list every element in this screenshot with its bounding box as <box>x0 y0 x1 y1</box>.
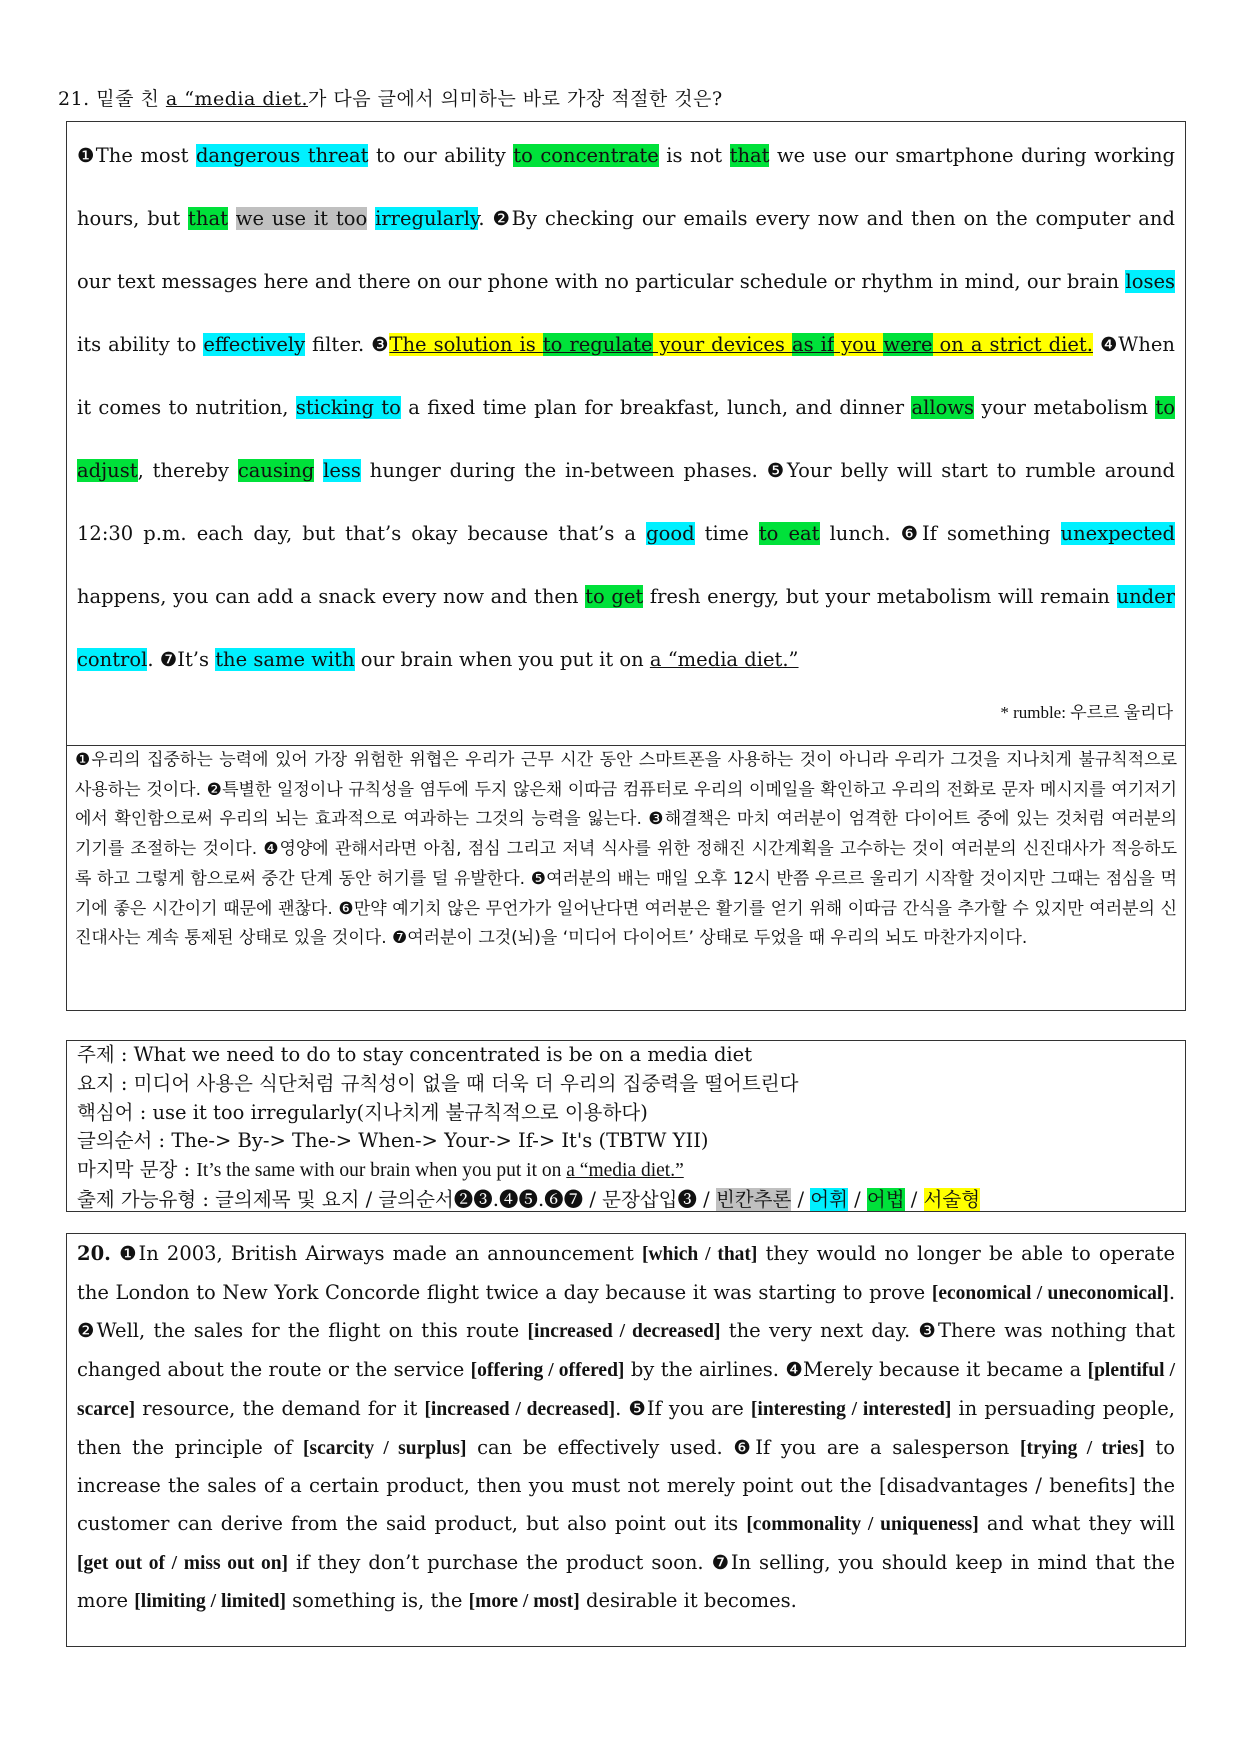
passage-segment: a fixed time plan for breakfast, lunch, and dinner <box>400 396 912 419</box>
q20-choice: [increased / decreased] <box>424 1398 616 1420</box>
q20-choice: [limiting / limited] <box>134 1591 286 1613</box>
q20-segment: resource, the demand for it <box>135 1396 425 1420</box>
summary-question-types <box>77 1186 1175 1215</box>
q20-segment: in persuading people, then the principle of <box>77 1396 1175 1459</box>
passage-segment <box>367 207 375 230</box>
passage-segment: ❻If something <box>900 522 1061 545</box>
highlight-grammar: to regulate <box>542 333 653 356</box>
type-blank-badge: 빈칸추론 <box>715 1187 792 1211</box>
passage-segment: your metabolism <box>974 396 1156 419</box>
q20-choice: [plentiful / scarce] <box>77 1360 1175 1420</box>
q20-choice: [economical / uneconomical] <box>931 1282 1169 1304</box>
highlight-vocab: irregularly <box>375 207 479 230</box>
passage-segment: time <box>694 522 759 545</box>
question-20-number: 20. <box>77 1242 111 1265</box>
passage-segment: we use our smartphone during working hours, but <box>77 144 1175 230</box>
title-underlined-phrase: a “media diet. <box>165 88 309 110</box>
highlight-blank: we use it too <box>235 207 368 230</box>
last-sentence-underlined: a “media diet.” <box>566 1160 684 1182</box>
q20-segment: something is, the <box>285 1589 469 1613</box>
highlight-vocab: good <box>646 522 695 545</box>
highlight-grammar: to concentrate <box>513 144 659 167</box>
q20-segment: . ❺If you are <box>615 1396 751 1420</box>
underlined-media-diet: a “media diet.” <box>649 648 799 671</box>
passage-segment: to our ability <box>368 144 514 167</box>
passage-segment: , thereby <box>137 459 238 482</box>
highlight-vocab: sticking to <box>295 396 401 419</box>
question-20-box <box>66 1233 1186 1647</box>
highlight-grammar: that <box>729 144 770 167</box>
separator: / <box>904 1187 924 1211</box>
passage-segment: filter. <box>305 333 372 356</box>
passage-segment: hunger during the in-between phases. <box>360 459 767 482</box>
q20-choice: [get out of / miss out on] <box>77 1552 289 1574</box>
highlight-vocab: less <box>323 459 361 482</box>
translation-box <box>66 745 1186 1011</box>
vocab-footnote: * rumble: 우르르 울리다 <box>1000 703 1173 722</box>
highlight-grammar: to get <box>585 585 644 608</box>
summary-last-sentence <box>77 1156 1175 1186</box>
q20-choice: [more / most] <box>468 1591 580 1613</box>
passage-segment <box>314 459 323 482</box>
summary-order: 글의순서 : The-> By-> The-> When-> Your-> If-> It's (TBTW YII) <box>77 1129 709 1153</box>
passage-segment: ❶The most <box>77 144 196 167</box>
passage-segment: lunch. <box>819 522 901 545</box>
q20-choice: [increased / decreased] <box>527 1321 721 1343</box>
highlight-descriptive: you <box>834 333 884 356</box>
highlight-vocab: under control <box>77 585 1175 671</box>
question-20-text <box>77 1235 1175 1621</box>
highlight-grammar: to adjust <box>77 396 1175 482</box>
q20-choice: [which / that] <box>641 1244 758 1265</box>
summary-topic: 주제 : What we need to do to stay concentrated is be on a media diet <box>77 1043 753 1066</box>
type-vocab-badge: 어휘 <box>810 1187 848 1211</box>
highlight-grammar: were <box>883 333 933 356</box>
highlight-descriptive: The solution is <box>389 333 543 356</box>
q20-segment: they would no longer be able to operate the London to New York Concorde flight twice a day because it was starting to prove <box>77 1242 1175 1304</box>
type-descriptive-badge: 서술형 <box>923 1187 981 1211</box>
highlight-grammar: allows <box>911 396 975 419</box>
passage-segment: our brain when you put it on <box>354 648 650 671</box>
last-sentence-label: 마지막 문장 : <box>77 1158 197 1182</box>
q20-segment: if they don’t purchase the product soon. ❼In selling, you should keep in mind that the more <box>77 1550 1175 1613</box>
highlight-vocab: loses <box>1125 270 1175 293</box>
highlight-grammar: causing <box>237 459 315 482</box>
passage-segment: ❼It’s <box>159 648 216 671</box>
passage-segment: ❷By checking our emails every now and then on the computer and our text messages here and there on our phone with no particular schedule or rhythm in mind, our brain <box>77 207 1175 293</box>
highlight-descriptive: your devices <box>652 333 792 356</box>
highlight-vocab: effectively <box>203 333 306 356</box>
q20-segment: . ❷Well, the sales for the flight on this route <box>77 1280 1176 1343</box>
last-sentence-text: It’s the same with our brain when you put it on <box>196 1160 567 1182</box>
types-label: 출제 가능유형 : 글의제목 및 요지 / 글의순서❷❸.❹❺.❻❼ / 문장삽입❸ / <box>77 1187 716 1211</box>
separator: / <box>847 1187 867 1211</box>
summary-gist: 요지 : 미디어 사용은 식단처럼 규칙성이 없을 때 더욱 더 우리의 집중력을 떨어트린다 <box>77 1071 799 1095</box>
q20-segment: and what they will <box>978 1511 1175 1535</box>
highlight-vocab: the same with <box>215 648 355 671</box>
passage-segment: ❹When it comes to nutrition, <box>77 333 1175 419</box>
q20-choice: [trying / tries] <box>1019 1437 1145 1459</box>
q20-choice: [interesting / interested] <box>750 1398 952 1420</box>
passage-segment <box>228 207 236 230</box>
highlight-descriptive: on a strict diet. <box>932 333 1093 356</box>
korean-translation: ❶우리의 집중하는 능력에 있어 가장 위험한 위협은 우리가 근무 시간 동안 스마트폰을 사용하는 것이 아니라 우리가 그것을 지나치게 불규칙적으로 사용하는 것이다. ❷특별한 일정이나 규칙성을 염두에 두지 않은채 이따금 컴퓨터로 우리의 이메일을 확인하고 우리의 전화로 문자 메시지를 여기저기에서 확인함으로써 우리의 뇌는 효과적으로 여과하는 그것의 능력을 잃는다. ❸해결책은 마치 여러분이 엄격한 다이어트 중에 있는 것처럼 여러분의 기기를 조절하는 것이다. ❹영양에 관해서라면 아침, 점심 그리고 저녁 식사를 위한 정해진 시간계획을 고수하는 것이 여러분의 신진대사가 적응하도록 하고 그렇게 함으로써 중간 단계 동안 허기를 덜 유발한다. ❺여러분의 배는 매일 오후 12시 반쯤 우르르 울리기 시작할 것이지만 그때는 점심을 먹기에 좋은 시간이기 때문에 괜찮다. ❻만약 예기치 않은 무언가가 일어난다면 여러분은 활기를 얻기 위해 이따금 간식을 추가할 수 있지만 여러분의 신진대사는 계속 통제된 상태로 있을 것이다. ❼여러분이 그것(뇌)을 ‘미디어 다이어트’ 상태로 두었을 때 우리의 뇌도 마찬가지이다. <box>75 750 1177 949</box>
q20-segment: ❶In 2003, British Airways made an announcement <box>110 1242 642 1265</box>
highlight-grammar: as if <box>791 333 835 356</box>
separator: / <box>791 1187 811 1211</box>
summary-box <box>66 1040 1186 1212</box>
title-prefix: 21. 밑줄 친 <box>58 88 166 110</box>
q20-segment: desirable it becomes. <box>579 1589 797 1613</box>
q20-choice: [scarcity / surplus] <box>303 1437 467 1459</box>
title-suffix: 가 다음 글에서 의미하는 바로 가장 적절한 것은? <box>308 88 723 110</box>
q20-segment: can be effectively used. ❻If you are a salesperson <box>466 1435 1020 1459</box>
summary-keyword: 핵심어 : use it too irregularly(지나치게 불규칙적으로 이용하다) <box>77 1100 648 1124</box>
passage-text <box>77 124 1175 691</box>
highlight-vocab: dangerous threat <box>195 144 369 167</box>
question-21-title <box>58 84 723 111</box>
q20-segment: to increase the sales of a certain product, then you must not merely point out the [disadvantages / benefits] the customer can derive from the said product, but also point out its <box>77 1435 1175 1535</box>
passage-segment: ❺Your belly will start to rumble around 12:30 p.m. each day, but that’s okay because that’s a <box>77 459 1175 545</box>
passage-box <box>66 121 1186 746</box>
highlight-grammar: that <box>188 207 228 230</box>
highlight-grammar: to eat <box>758 522 820 545</box>
q20-choice: [offering / offered] <box>470 1360 625 1382</box>
q20-choice: [commonality / uniqueness] <box>746 1513 979 1535</box>
passage-segment: fresh energy, but your metabolism will remain <box>643 585 1117 608</box>
passage-segment: its ability to <box>77 333 204 356</box>
passage-segment: . <box>478 207 493 230</box>
passage-segment: . <box>147 648 160 671</box>
type-grammar-badge: 어법 <box>866 1187 905 1211</box>
q20-segment: by the airlines. ❹Merely because it became a <box>624 1358 1088 1382</box>
highlight-vocab: unexpected <box>1060 522 1175 545</box>
passage-segment: is not <box>658 144 730 167</box>
q20-segment: the very next day. ❸There was nothing that changed about the route or the service <box>77 1319 1175 1382</box>
sentence-number: ❸ <box>371 333 390 356</box>
passage-segment: happens, you can add a snack every now and then <box>77 585 586 608</box>
